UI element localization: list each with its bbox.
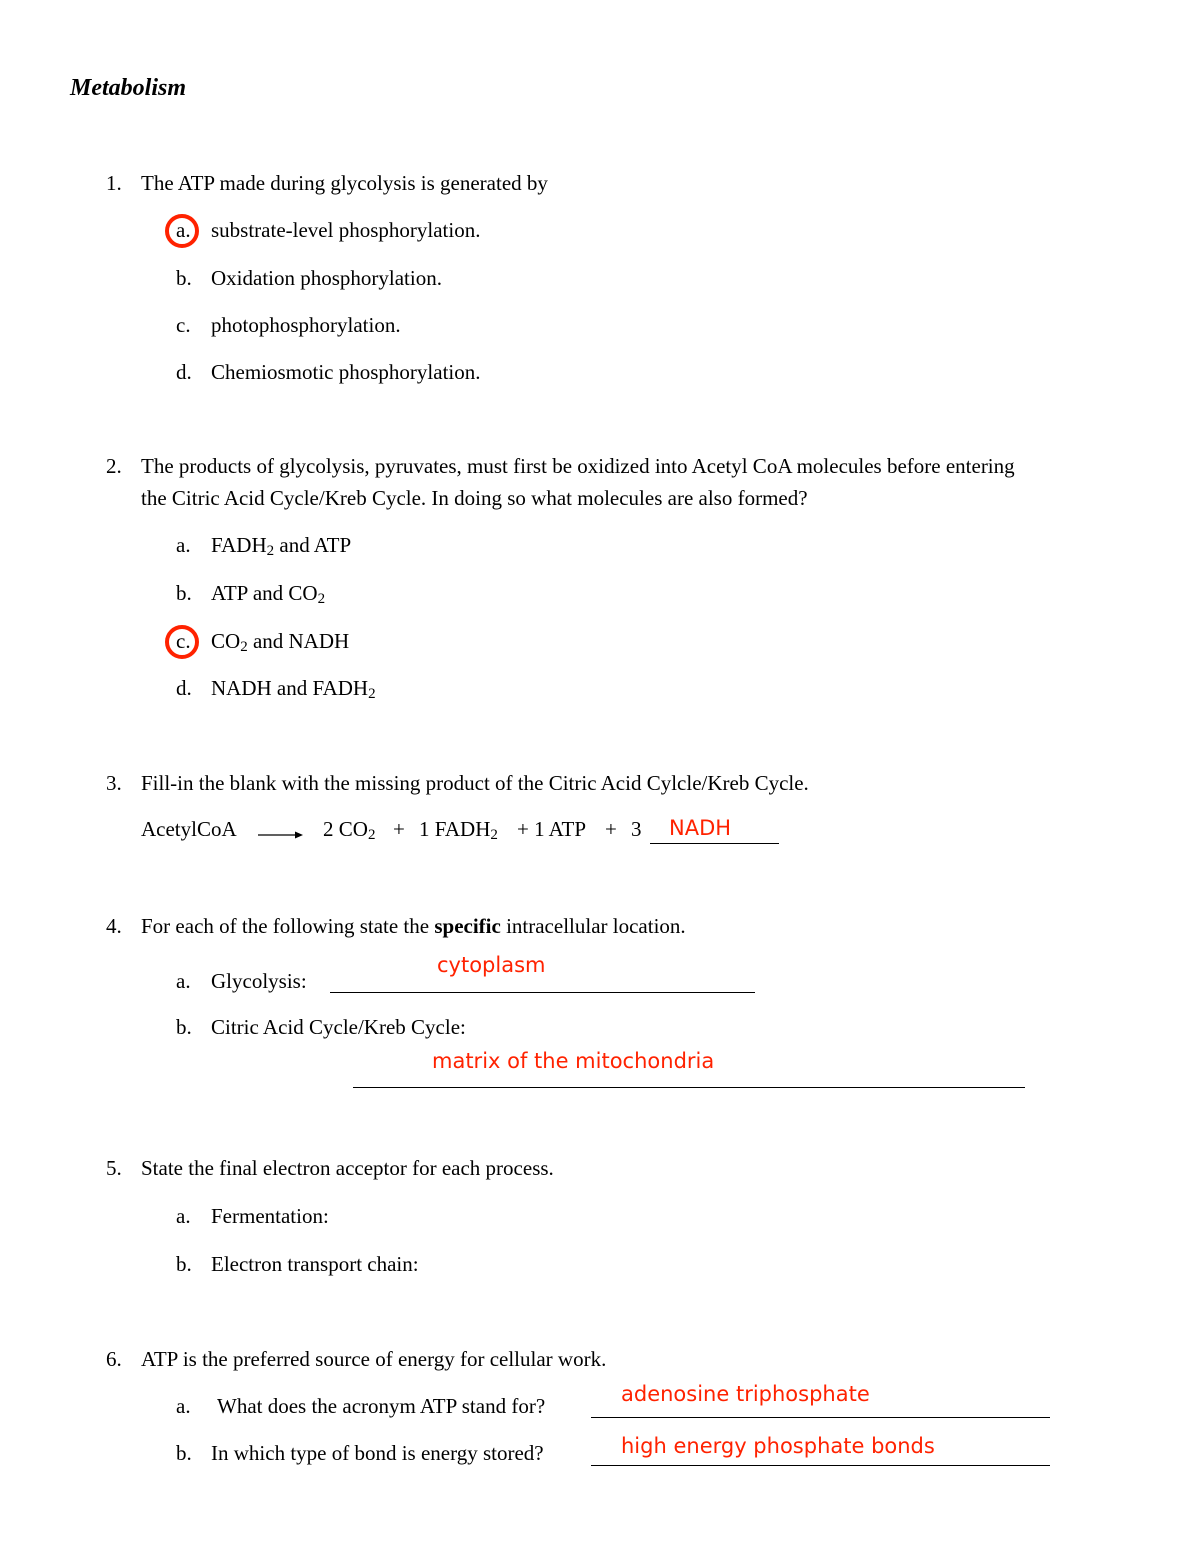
prompt-label: Fermentation: [211,1204,329,1228]
option-letter: c. [176,313,191,337]
option-letter: c. [176,629,191,653]
option-letter: b. [176,266,192,290]
answer-blank-line[interactable] [591,1417,1050,1418]
page-title: Metabolism [70,75,187,101]
option-text: NADH and $FADH_2$ [211,676,376,702]
question-number: 1. [106,171,122,195]
plus-sign: + [605,817,617,841]
option-letter: b. [176,1441,192,1465]
question-text: The ATP made during glycolysis is generated by [141,171,548,195]
product-co2: 2 $CO_2$ [323,817,376,843]
prompt-label: In which type of bond is energy stored? [211,1441,544,1465]
question-number: 3. [106,771,122,795]
option-letter: a. [176,1394,191,1418]
option-letter: b. [176,581,192,605]
prompt-label: Glycolysis: [211,969,307,993]
handwritten-answer: adenosine triphosphate [621,1382,870,1406]
option-text: substrate-level phosphorylation. [211,218,481,242]
option-text: Oxidation phosphorylation. [211,266,442,290]
question-text: Fill-in the blank with the missing product of the Citric Acid Cylcle/Kreb Cycle. [141,771,809,795]
option-letter: a. [176,218,191,242]
prompt-label: What does the acronym ATP stand for? [217,1394,546,1418]
reactant: AcetylCoA [141,817,237,841]
option-text: $FADH_2$ and ATP [211,533,352,559]
option-text: $CO_2$ and NADH [211,629,350,655]
question-text-line2: the Citric Acid Cycle/Kreb Cycle. In doing so what molecules are also formed? [141,486,808,510]
question-text: For each of the following state the specific intracellular location. [141,914,686,938]
option-text: photophosphorylation. [211,313,401,337]
option-letter: a. [176,1204,191,1228]
answer-blank-line[interactable] [353,1087,1025,1088]
coefficient: 3 [631,817,642,841]
handwritten-answer: matrix of the mitochondria [432,1049,715,1073]
question-number: 5. [106,1156,122,1180]
option-letter: d. [176,360,192,384]
question-text: State the final electron acceptor for each process. [141,1156,554,1180]
question-text: ATP is the preferred source of energy for cellular work. [141,1347,607,1371]
answer-blank-line[interactable] [591,1465,1050,1466]
option-letter: b. [176,1015,192,1039]
handwritten-answer: NADH [669,816,732,840]
option-letter: a. [176,969,191,993]
option-letter: a. [176,533,191,557]
reaction-arrow-icon [258,830,304,840]
option-text: Chemiosmotic phosphorylation. [211,360,481,384]
option-letter: b. [176,1252,192,1276]
question-number: 6. [106,1347,122,1371]
option-text: ATP and $CO_2$ [211,581,326,607]
product-atp: + 1 ATP [517,817,587,841]
question-number: 2. [106,454,122,478]
plus-sign: + [393,817,405,841]
prompt-label: Citric Acid Cycle/Kreb Cycle: [211,1015,466,1039]
product-fadh2: 1 $FADH_2$ [419,817,498,843]
answer-blank-line[interactable] [330,992,755,993]
question-number: 4. [106,914,122,938]
question-text-line1: The products of glycolysis, pyruvates, must first be oxidized into Acetyl CoA molecules before entering [141,454,1015,478]
handwritten-answer: cytoplasm [437,953,546,977]
answer-blank-line[interactable] [650,843,779,844]
handwritten-answer: high energy phosphate bonds [621,1434,935,1458]
option-letter: d. [176,676,192,700]
prompt-label: Electron transport chain: [211,1252,419,1276]
